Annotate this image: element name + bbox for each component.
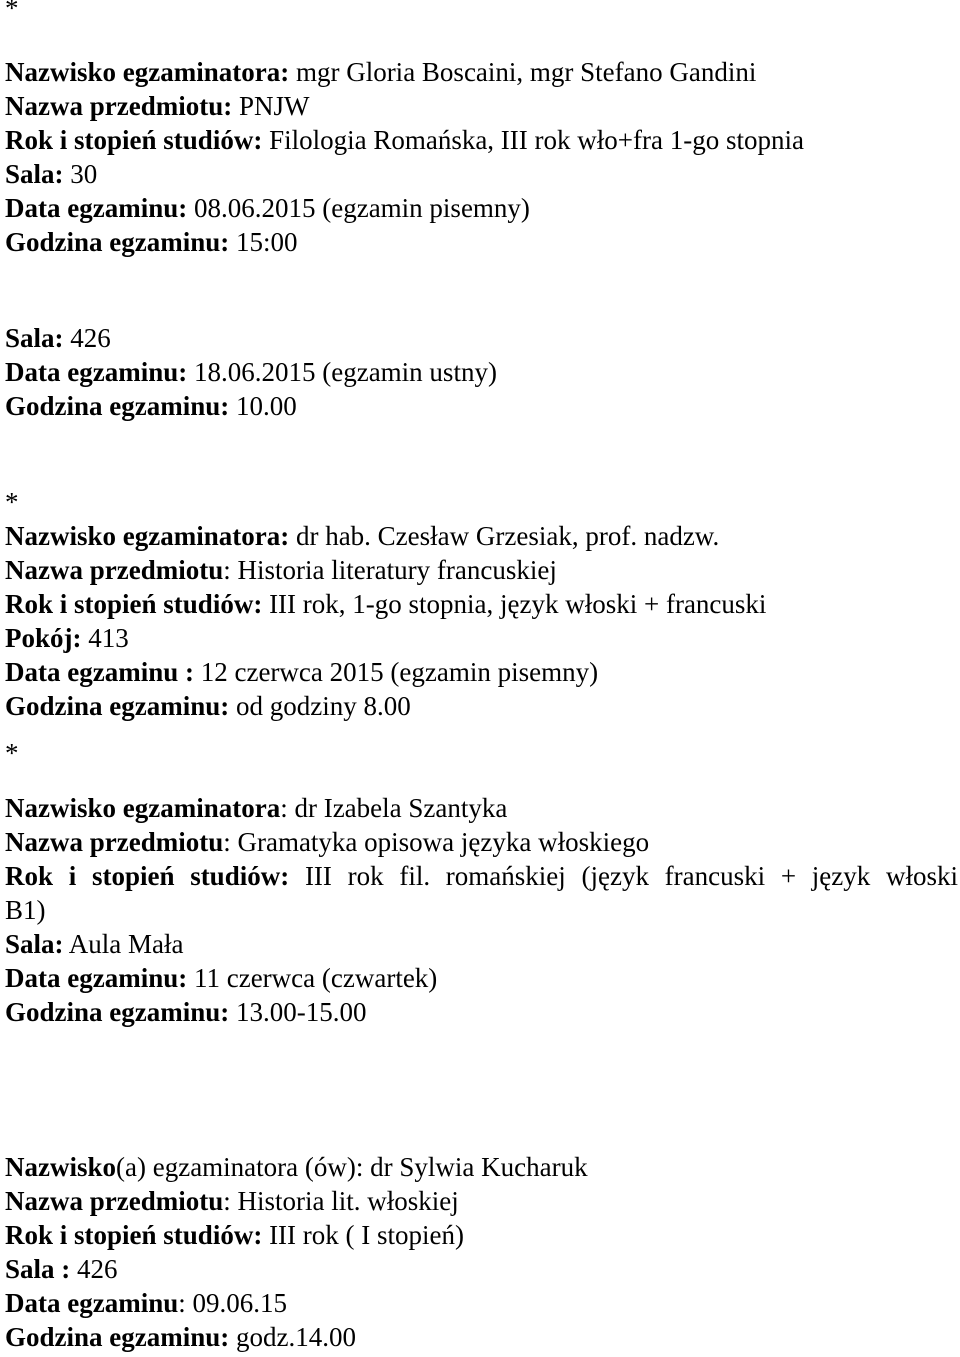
- field-label: Godzina egzaminu:: [5, 391, 230, 421]
- exam-date-line: [5, 356, 497, 388]
- room-line: [5, 158, 97, 190]
- field-label: Nazwisko egzaminatora:: [5, 521, 290, 551]
- field-value: mgr Gloria Boscaini, mgr Stefano Gandini: [289, 57, 757, 87]
- year-line: [5, 124, 804, 156]
- field-value: od godziny 8.00: [229, 691, 411, 721]
- field-value: : Gramatyka opisowa języka włoskiego: [223, 827, 650, 857]
- year-line: [5, 860, 958, 892]
- field-value: : 09.06.15: [178, 1288, 287, 1318]
- year-line: [5, 588, 766, 620]
- field-value: III rok fil. romańskiej (język francuski + język włoski: [289, 861, 958, 891]
- exam-date-line: [5, 192, 530, 224]
- field-value: 18.06.2015 (egzamin ustny): [187, 357, 497, 387]
- field-label: Godzina egzaminu:: [5, 997, 230, 1027]
- field-label: Sala:: [5, 323, 64, 353]
- field-label: Nazwisko egzaminatora:: [5, 57, 290, 87]
- examiner-line: [5, 1151, 588, 1183]
- exam-time-line: [5, 390, 297, 422]
- field-value: : dr Izabela Szantyka: [280, 793, 508, 823]
- field-label: Godzina egzaminu:: [5, 1322, 230, 1352]
- field-label: Nazwisko egzaminatora: [5, 793, 281, 823]
- subject-line: [5, 1185, 459, 1217]
- field-label: Nazwa przedmiotu: [5, 1186, 224, 1216]
- room-line: [5, 622, 129, 654]
- field-value: Filologia Romańska, III rok wło+fra 1-go stopnia: [262, 125, 804, 155]
- section-separator: *: [5, 487, 19, 517]
- field-label: Rok i stopień studiów:: [5, 1220, 263, 1250]
- field-value: 426: [70, 1254, 118, 1284]
- field-value: dr hab. Czesław Grzesiak, prof. nadzw.: [289, 521, 720, 551]
- field-value: 13.00-15.00: [229, 997, 367, 1027]
- room-line: [5, 1253, 118, 1285]
- exam-date-line: [5, 1287, 287, 1319]
- field-value: (a) egzaminatora (ów): dr Sylwia Kucharuk: [116, 1152, 588, 1182]
- field-label: Rok i stopień studiów:: [5, 589, 263, 619]
- field-label: Data egzaminu :: [5, 657, 194, 687]
- field-value: : Historia literatury francuskiej: [223, 555, 557, 585]
- field-value: III rok ( I stopień): [262, 1220, 464, 1250]
- subject-line: [5, 826, 649, 858]
- field-label: Nazwisko: [5, 1152, 117, 1182]
- field-value: 10.00: [229, 391, 297, 421]
- field-label: Nazwa przedmiotu: [5, 827, 224, 857]
- field-value: 30: [63, 159, 98, 189]
- field-value: B1): [5, 895, 46, 925]
- exam-date-line: [5, 656, 598, 688]
- field-value: Aula Mała: [63, 929, 184, 959]
- year-line-continuation: [5, 894, 46, 926]
- examiner-line: [5, 792, 507, 824]
- field-value: godz.14.00: [229, 1322, 356, 1352]
- exam-time-line: [5, 690, 411, 722]
- examiner-line: [5, 56, 756, 88]
- field-value: 11 czerwca (czwartek): [187, 963, 438, 993]
- subject-line: [5, 90, 309, 122]
- section-separator: *: [5, 0, 19, 23]
- field-label: Rok i stopień studiów:: [5, 125, 263, 155]
- field-label: Data egzaminu:: [5, 963, 188, 993]
- field-label: Godzina egzaminu:: [5, 227, 230, 257]
- examiner-line: [5, 520, 719, 552]
- field-value: 12 czerwca 2015 (egzamin pisemny): [193, 657, 599, 687]
- field-label: Data egzaminu: [5, 1288, 179, 1318]
- field-value: III rok, 1-go stopnia, język włoski + francuski: [262, 589, 767, 619]
- exam-date-line: [5, 962, 437, 994]
- exam-time-line: [5, 996, 367, 1028]
- field-label: Data egzaminu:: [5, 357, 188, 387]
- field-label: Sala:: [5, 929, 64, 959]
- exam-time-line: [5, 1321, 356, 1353]
- field-label: Data egzaminu:: [5, 193, 188, 223]
- field-value: 413: [81, 623, 129, 653]
- field-label: Nazwa przedmiotu: [5, 555, 224, 585]
- field-value: PNJW: [232, 91, 310, 121]
- subject-line: [5, 554, 557, 586]
- section-separator: *: [5, 738, 19, 768]
- room-line: [5, 322, 111, 354]
- room-line: [5, 928, 184, 960]
- field-label: Sala :: [5, 1254, 71, 1284]
- field-value: 426: [63, 323, 111, 353]
- field-label: Rok i stopień studiów:: [5, 861, 290, 891]
- exam-time-line: [5, 226, 298, 258]
- field-label: Pokój:: [5, 623, 82, 653]
- field-label: Sala:: [5, 159, 64, 189]
- field-value: 15:00: [229, 227, 298, 257]
- field-value: : Historia lit. włoskiej: [223, 1186, 459, 1216]
- year-line: [5, 1219, 464, 1251]
- field-label: Godzina egzaminu:: [5, 691, 230, 721]
- field-value: 08.06.2015 (egzamin pisemny): [187, 193, 530, 223]
- field-label: Nazwa przedmiotu:: [5, 91, 233, 121]
